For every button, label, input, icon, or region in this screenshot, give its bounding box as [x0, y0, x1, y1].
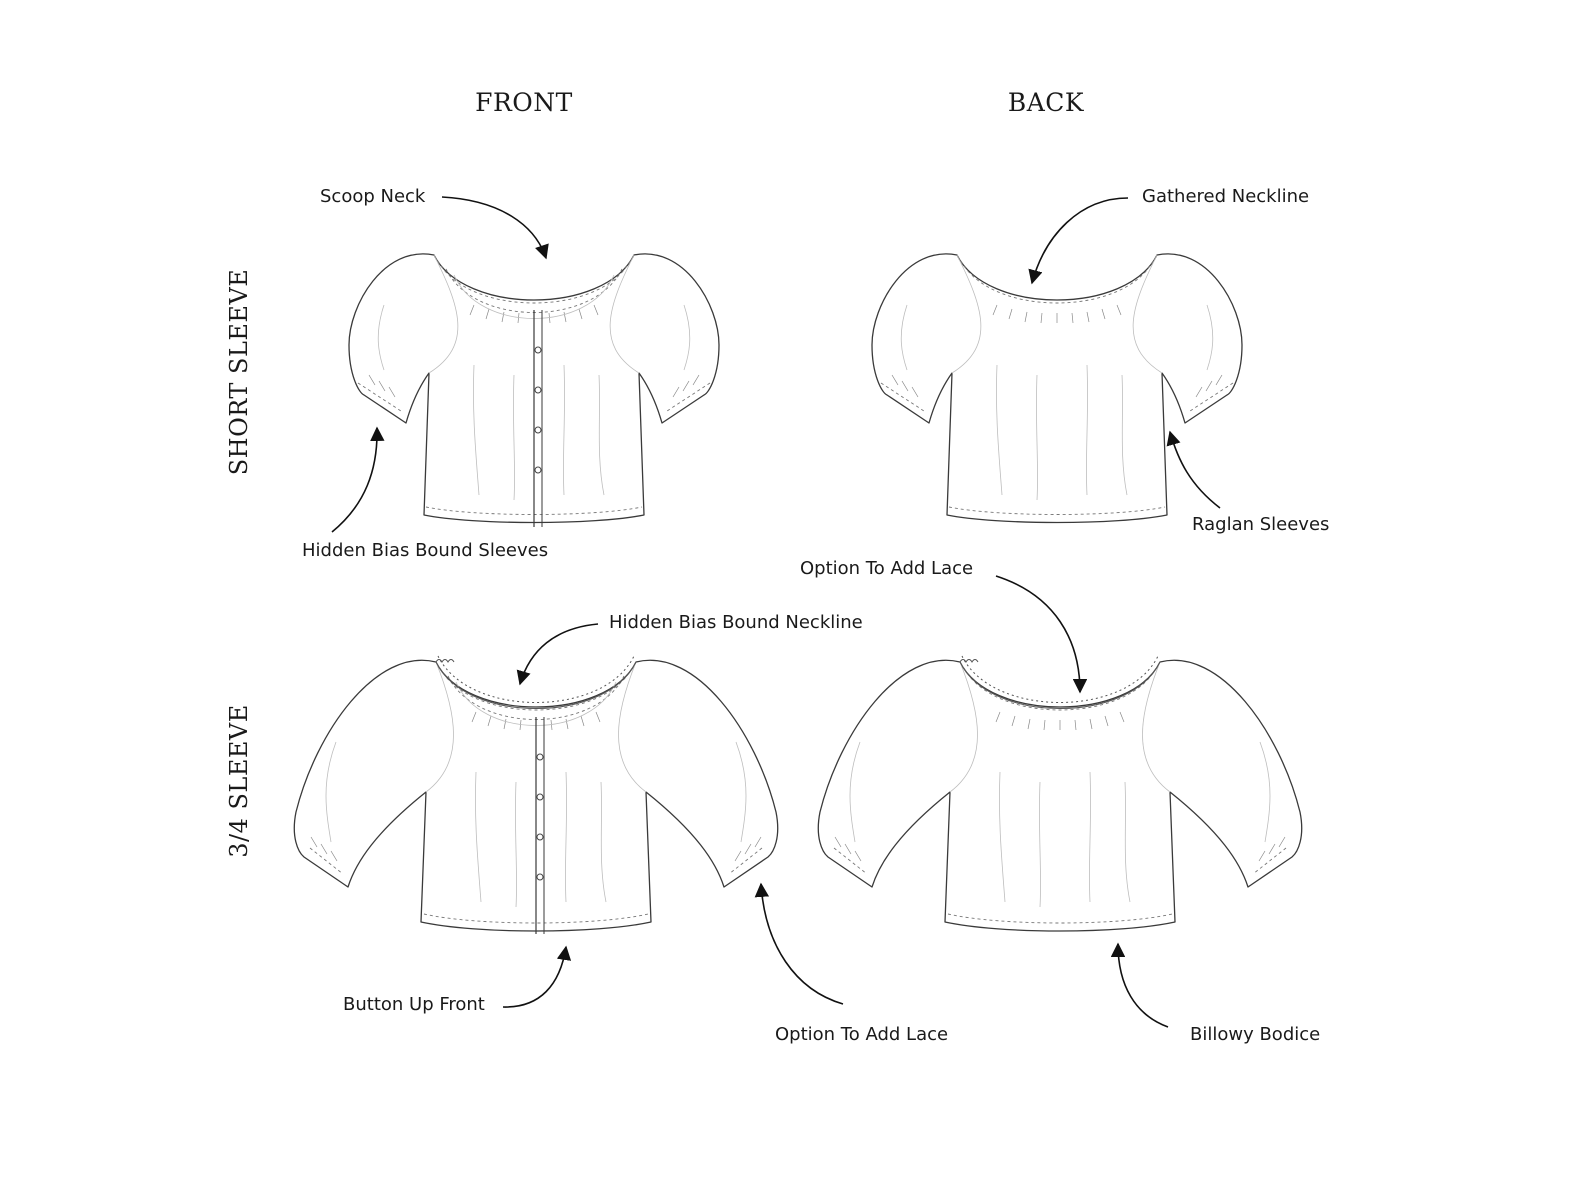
arrow-hidden-bias-bound-sleeves — [332, 428, 377, 532]
back-short-sleeve-blouse — [872, 254, 1242, 523]
arrow-scoop-neck — [442, 197, 546, 258]
label-scoop-neck: Scoop Neck — [320, 186, 426, 207]
label-button-up-front: Button Up Front — [343, 994, 485, 1015]
back-three-quarter-sleeve-blouse — [818, 656, 1301, 931]
front-three-quarter-sleeve-blouse — [294, 656, 777, 934]
row-header-three-quarter-sleeve: 3/4 SLEEVE — [225, 704, 253, 858]
arrow-billowy-bodice — [1118, 944, 1168, 1027]
column-header-back: BACK — [1007, 88, 1085, 117]
column-header-front: FRONT — [475, 88, 573, 117]
label-option-to-add-lace-back: Option To Add Lace — [800, 558, 974, 579]
arrow-option-to-add-lace-sleeve — [761, 884, 843, 1004]
label-hidden-bias-bound-sleeves: Hidden Bias Bound Sleeves — [302, 540, 549, 561]
arrow-gathered-neckline — [1032, 198, 1128, 283]
label-raglan-sleeves: Raglan Sleeves — [1192, 514, 1330, 535]
label-billowy-bodice: Billowy Bodice — [1190, 1024, 1321, 1045]
label-hidden-bias-bound-neckline: Hidden Bias Bound Neckline — [609, 612, 863, 633]
front-short-sleeve-blouse — [349, 254, 719, 527]
arrow-hidden-bias-bound-neckline — [520, 624, 598, 684]
label-gathered-neckline: Gathered Neckline — [1142, 186, 1310, 207]
row-header-short-sleeve: SHORT SLEEVE — [225, 268, 253, 476]
arrow-raglan-sleeves — [1170, 432, 1220, 508]
arrow-option-to-add-lace-back — [996, 576, 1080, 692]
arrow-button-up-front — [503, 947, 566, 1007]
label-option-to-add-lace-sleeve: Option To Add Lace — [775, 1024, 949, 1045]
